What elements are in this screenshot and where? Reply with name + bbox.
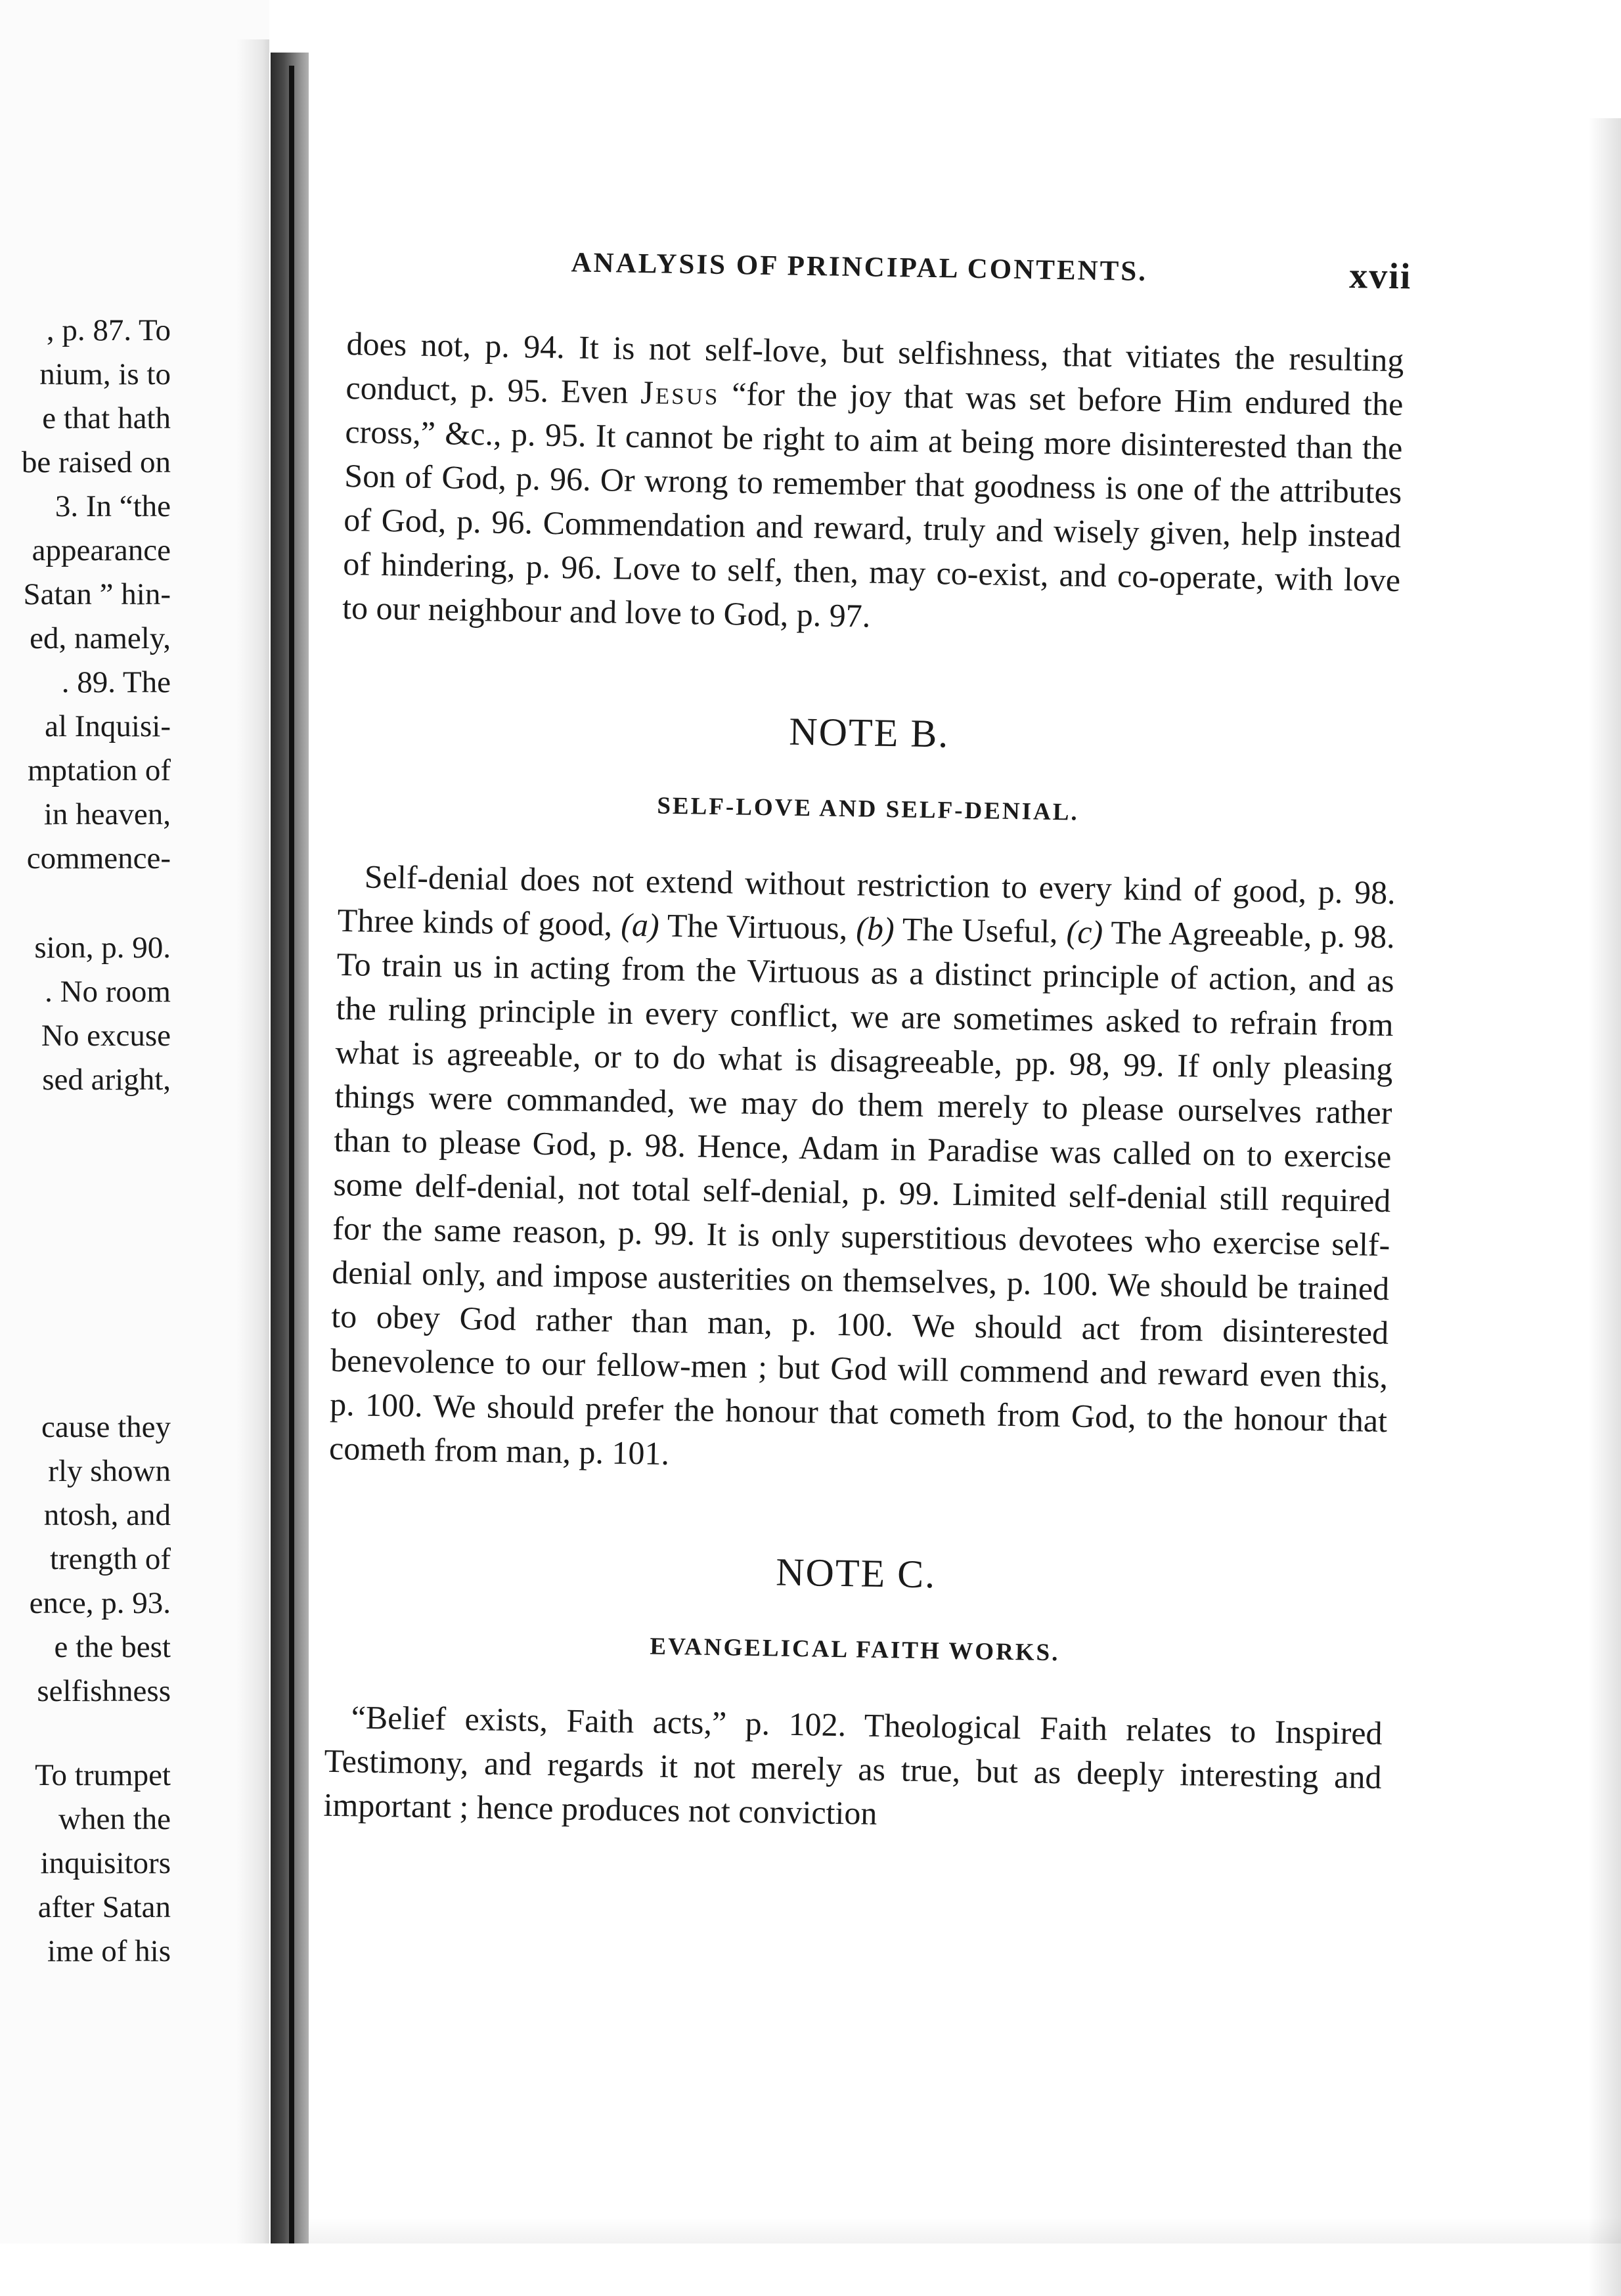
note-b-paragraph [329,854,1396,1487]
left-line: e that hath [42,401,171,435]
left-gutter-shadow [236,39,269,2243]
jesus-smallcaps: Jesus [640,374,720,412]
left-page-text-block-3 [0,1405,171,1713]
paragraph-text: The Virtuous, [659,906,856,947]
continued-paragraph [342,322,1404,646]
left-facing-page [0,0,269,2243]
bottom-page-shadow [309,2217,1621,2243]
left-line: after Satan [37,1890,171,1924]
right-page-content [323,243,1412,1843]
left-line: ntosh, and [43,1498,171,1532]
left-line: when the [58,1802,171,1836]
letter-b: (b) [855,910,895,948]
paragraph-text: The Agreeable, p. 98. To train us in acting from the Virtuous as a distinct principle of action, and as the ruling principle in every conflict, we are sometimes asked to refrain from what is agreeable, or to do what is disagreeable, pp. 98, 99. If only pleasing things were commanded, we may do them merely to please ourselves rather than to please God, p. 98. Hence, Adam in Paradise was called on to exercise some delf-denial, not total self-denial, p. 99. Limited self-denial still required for the same reason, p. 99. It is only superstitious devotees who exercise self-denial only, and impose austerities on themselves, p. 100. We should be trained to obey God rather than man, p. 100. We should act from disinterested benevolence to our fellow-men ; but God will commend and reward even this, p. 100. We should prefer the honour that cometh from God, to the honour that cometh from man, p. 101. [328,914,1396,1472]
left-line: trength of [49,1542,171,1576]
left-line: be raised on [21,445,171,479]
running-title: ANALYSIS OF PRINCIPAL CONTENTS. [571,247,1148,288]
left-page-text-block-1 [0,309,171,881]
paragraph-text: does not, p. 94. It is not self-love, but selfishness, that vitiates the resulting conduct, p. 95. Even [345,324,1404,411]
left-line: in heaven, [43,797,171,831]
left-page-text-block-4 [0,1754,171,1974]
left-line: To trumpet [35,1758,171,1792]
left-line: sed aright, [42,1063,171,1097]
left-line: appearance [32,533,171,567]
letter-a: (a) [620,906,660,944]
paragraph-text: Self-denial does not extend without restriction to every kind of good, p. 98. Three kinds of good, [337,858,1396,943]
left-line: Satan ” hin- [23,577,171,611]
left-line: al Inquisi- [45,709,171,743]
left-line: selfishness [37,1674,171,1708]
note-b-heading: NOTE B. [788,709,950,756]
left-line: 3. In “the [55,489,171,523]
left-line: commence- [26,841,171,875]
left-line: sion, p. 90. [34,931,171,965]
running-header [347,243,1412,338]
left-page-text-block-2 [0,926,171,1102]
note-c-subheading: EVANGELICAL FAITH WORKS. [650,1633,1060,1667]
note-c-heading: NOTE C. [775,1550,937,1597]
left-line: ence, p. 93. [29,1586,171,1620]
spine-edge [289,66,294,2243]
note-b-subheading: SELF-LOVE AND SELF-DENIAL. [657,792,1080,826]
left-line: inquisitors [40,1846,171,1880]
letter-c: (c) [1066,913,1103,951]
left-line: e the best [54,1630,171,1664]
left-line: rly shown [48,1454,171,1488]
note-c-paragraph: “Belief exists, Faith acts,” p. 102. Theological Faith relates to Inspired Testimony, and regards it not merely as true, but as deeply interesting and important ; hence produces not conviction [323,1698,1383,1832]
paragraph-text: “for the joy that was set before Him endured the cross,” &c., p. 95. It cannot be right to aim at being more disinterested than the Son of God, p. 96. Or wrong to remember that goodness is one of the attributes of God, p. 96. Commendation and reward, truly and wisely given, help instead of hindering, p. 96. Love to self, then, may co-exist, and co-operate, with love to our neighbour and love to God, p. 97. [342,374,1404,634]
page-number: xvii [1348,255,1412,298]
left-line: . No room [45,975,171,1009]
left-line: No excuse [41,1019,171,1053]
right-edge-shadow [1588,118,1621,2296]
left-line: cause they [41,1410,171,1444]
left-line: nium, is to [39,357,171,391]
left-line: mptation of [28,753,171,787]
left-line: . 89. The [61,665,171,699]
left-line: ime of his [47,1934,171,1968]
left-line: ed, namely, [30,621,171,655]
paragraph-text: The Useful, [894,910,1067,950]
left-line: , p. 87. To [46,313,171,347]
